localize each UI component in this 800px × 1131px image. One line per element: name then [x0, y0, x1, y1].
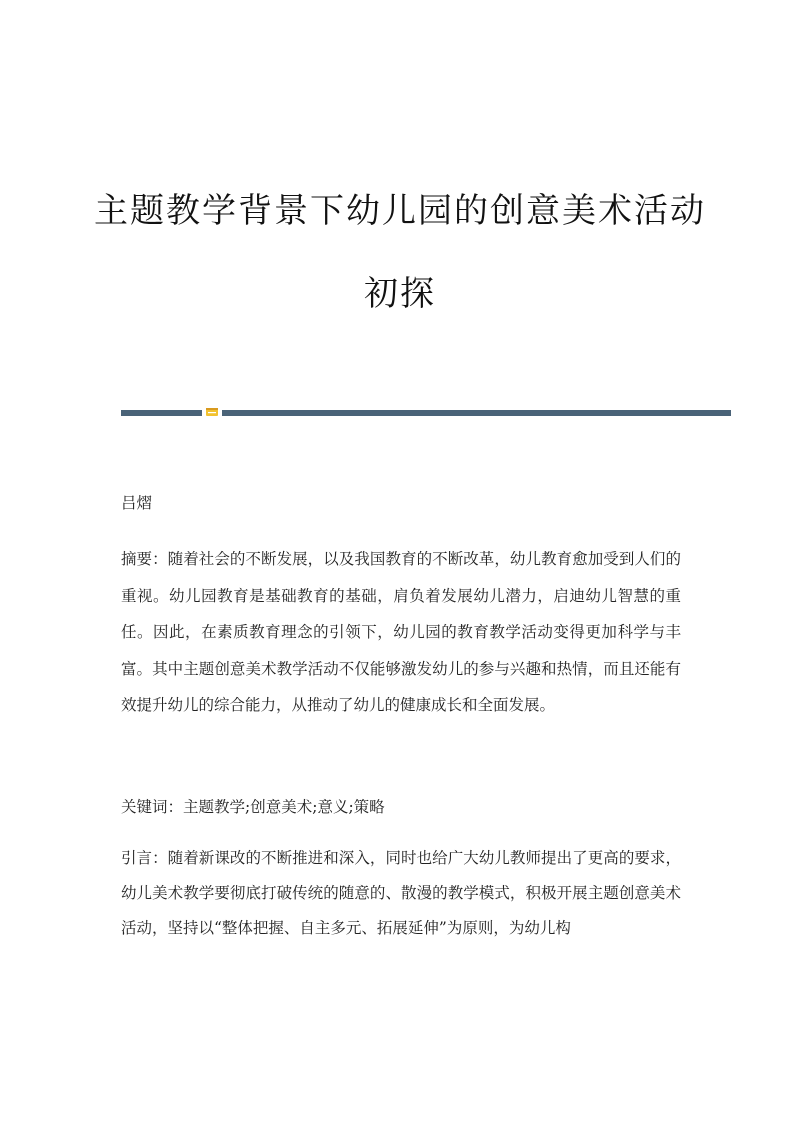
title-divider [121, 405, 731, 419]
pencil-ornament-icon [205, 406, 219, 418]
divider-bar-right [222, 410, 731, 416]
document-title-line-1: 主题教学背景下幼儿园的创意美术活动 [94, 191, 706, 231]
introduction-paragraph: 引言：随着新课改的不断推进和深入，同时也给广大幼儿教师提出了更高的要求，幼儿美术教学要彻底打破传统的随意的、散漫的教学模式，积极开展主题创意美术活动，坚持以“整体把握、自主多元、拓展延伸”为原则，为幼儿构 [121, 849, 681, 937]
abstract-paragraph: 摘要：随着社会的不断发展，以及我国教育的不断改革，幼儿教育愈加受到人们的重视。幼儿园教育是基础教育的基础，肩负着发展幼儿潜力，启迪幼儿智慧的重任。因此，在素质教育理念的引领下，幼儿园的教育教学活动变得更加科学与丰富。其中主题创意美术教学活动不仅能够激发幼儿的参与兴趣和热情，而且还能有效提升幼儿的综合能力，从推动了幼儿的健康成长和全面发展。 [121, 550, 681, 714]
keywords-line: 关键词：主题教学;创意美术;意义;策略 [121, 798, 385, 816]
divider-bar-left [121, 410, 202, 416]
author-name: 吕熠 [121, 494, 153, 512]
document-title-line-2: 初探 [364, 274, 436, 314]
